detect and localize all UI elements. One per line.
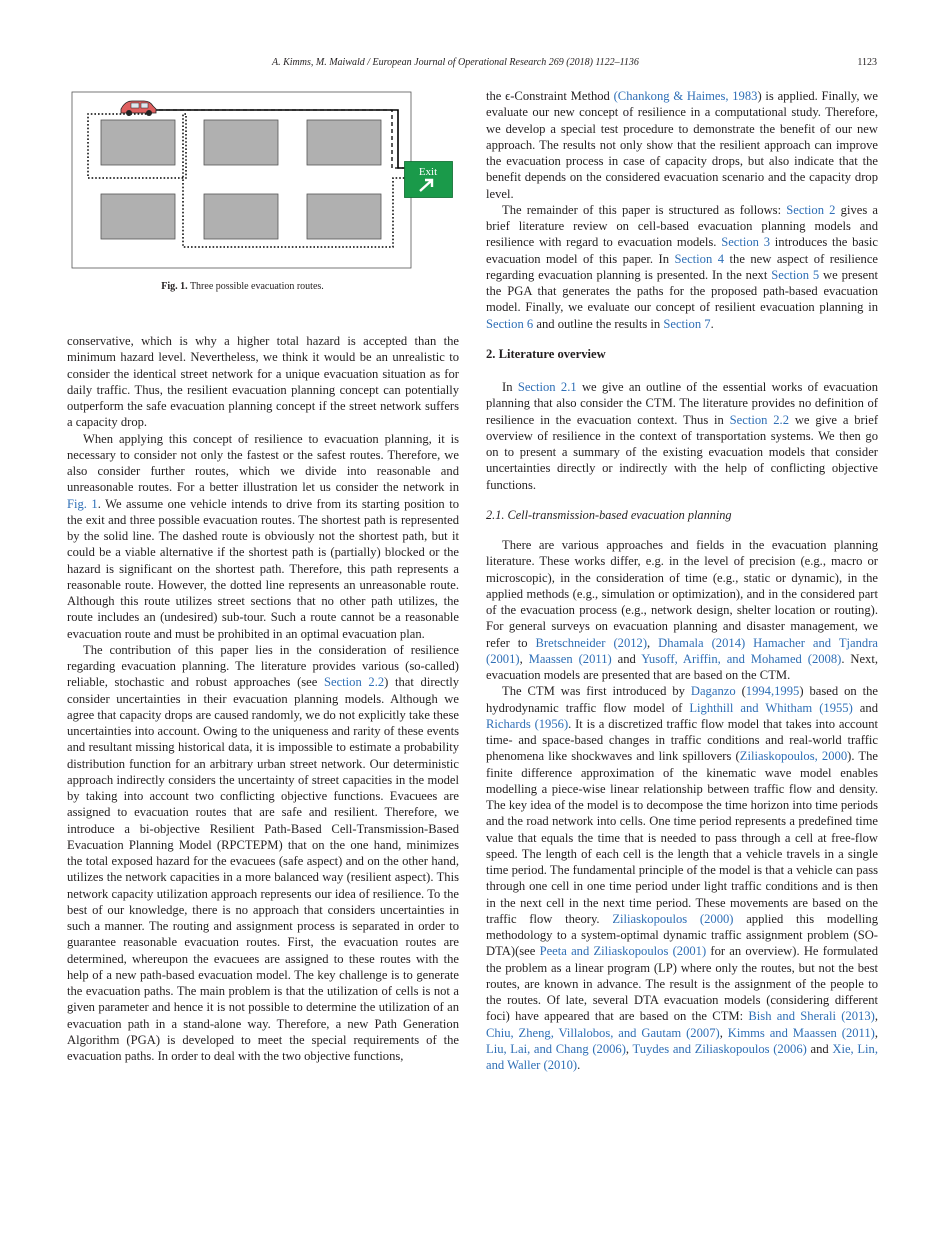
citation-link[interactable]: Section 2.1 bbox=[517, 380, 577, 394]
text-run: , bbox=[874, 1025, 879, 1040]
text-run: ( bbox=[735, 684, 746, 699]
street-block bbox=[307, 194, 381, 239]
citation-link[interactable]: (Chankong & Haimes, 1983 bbox=[613, 89, 758, 103]
citation-link[interactable]: Xie, Lin, and Waller (2010) bbox=[486, 1041, 879, 1072]
paragraph bbox=[486, 202, 878, 332]
citation-link[interactable]: Kimms and Maassen (2011) bbox=[727, 1025, 875, 1040]
citation-link[interactable]: Section 2.2 bbox=[729, 412, 790, 427]
text-run: gives a brief literature review on cell-based evacuation planning models and resilience with regard to evacuation models. bbox=[486, 202, 878, 250]
paragraph bbox=[67, 431, 459, 642]
text-run: the new aspect of resilience regarding evacuation planning is presented. In the next bbox=[486, 251, 878, 282]
citation-link[interactable]: Section 5 bbox=[771, 267, 820, 282]
street-block bbox=[204, 194, 278, 239]
text-run: . It is a discretized traffic flow model that takes into account time- and space-based changes in traffic conditions and real-world traffic phenomena like shockwaves and link spillovers ( bbox=[486, 716, 878, 764]
figure-1-evacuation-routes bbox=[70, 90, 415, 270]
citation-link[interactable]: Section 2.2 bbox=[324, 675, 385, 690]
figure-frame bbox=[72, 92, 411, 268]
citation-link[interactable]: Section 6 bbox=[486, 316, 534, 331]
text-run: the ϵ-Constraint Method bbox=[486, 89, 614, 103]
citation-link[interactable]: Richards (1956) bbox=[486, 716, 569, 731]
text-run: . We assume one vehicle intends to drive from its starting position to the exit and three possible evacuation routes. The shortest path is represented by the solid line. The dashed route is obviously not the shortest path, but it could be a viable alternative if the shortest path is (partially) blocked or the hazard is significant on the shortest path. Therefore, this path represents a reasonable route. However, the dotted line represents an unreasonable route. Although this route utilizes street sections that no other path utilizes, the route includes an (undesired) sub-tour. Such a route cannot be a reasonable evacuation route and must be prohibited in an optimal evacuation plan. bbox=[67, 496, 459, 641]
citation-link[interactable]: Peeta and Ziliaskopoulos (2001) bbox=[539, 944, 707, 959]
paragraph bbox=[67, 333, 459, 431]
street-block bbox=[204, 120, 278, 165]
paragraph bbox=[67, 642, 459, 1065]
citation-link[interactable]: Section 4 bbox=[674, 251, 725, 266]
citation-link[interactable]: Daganzo bbox=[690, 684, 736, 699]
text-run: and bbox=[852, 700, 878, 715]
section-heading: 2. Literature overview bbox=[486, 346, 606, 361]
text-run: ) is applied. Finally, we evaluate our new concept of resilience in a computational study. Therefore, we develop a special test procedure to demonstrate the benefit of our new approach. The results not only show that the resilient approach can improve the evacuation process in case of capacity drops, but also indicate that the benefit depends on the considered evacuation scenario and the capacity drop level. bbox=[486, 89, 878, 201]
text-run: introduces the basic evacuation model of this paper. In bbox=[486, 235, 878, 266]
citation-link[interactable]: Bretschneider (2012) bbox=[535, 635, 648, 650]
text-run: we give a brief overview of resilience in the context of transportation systems. We then go on to present a summary of the existing evacuation models that consider uncertainties directly or indirectly with the help of conflicting objective functions. bbox=[486, 412, 879, 492]
street-block bbox=[307, 120, 381, 165]
text-run: ) based on the hydrodynamic traffic flow model of bbox=[486, 684, 878, 715]
text-run: ). The finite difference approximation of the kinematic wave model enables modelling a piece-wise linear relationship between traffic flow and density. The key idea of the model is to decompose the time horizon into time periods and the road network into cells. One time period represents a predefined time value that equals the time that is needed to pass through a cell at free-flow speed. The length of each cell is the length that a vehicle travels in a single time period. The fundamental principle of the model is that a vehicle can pass through one cell in one time period under light traffic conditions and is then in the next cell in the next time period. These movements are based on the traffic flow theory. bbox=[486, 749, 878, 926]
text-run: When applying this concept of resilience to evacuation planning, it is necessary to consider not only the fastest or the safest routes. Therefore, we also consider further routes, which we divide into reasonable and unreasonable routes. For a better illustration let us consider the network in bbox=[67, 431, 459, 495]
text-run: ) that directly consider uncertainties in their evacuation planning models. Although we agree that capacity drops are caused randomly, we do not explicitly take these uncertainties into account. Owing to the uniqueness and rarity of these events and resultant missing historical data, it is impossible to estimate a probability distribution function for an arbitrary urban street network. Our deterministic approach indirectly considers the uncertainty of street capacities in the model by taking into account two conflicting objective functions. Evacuees are assigned to evacuation routes that are safe and resilient. Therefore, we introduce a bi-objective Resilient Path-Based Cell-Transmission-Based Evacuation Planning Model (RPCTEPM) that on the one hand, minimizes the total exposed hazard for the evacuees (safe aspect) and on the other hand, utilizes the network capacities in a more balanced way (resilient aspect). This network capacity utilization approach represents our idea of resilience. To the best of our knowledge, there is no approach that considers uncertainties in such a manner. The routing and assignment process is separated in order to guarantee reasonable evacuation routes. First, the evacuation routes are determined, whereupon the evacuees are assigned to these routes with the help of a new path-based evacuation model. The key challenge is to generate the evacuation paths. The main problem is that the utilization of cells is not a given parameter and hence it is not possible to determine the utilization of an evacuation path in a stand-alone way. Therefore, a new Path Generation Algorithm (PGA) is developed to meet the special requirements of the evacuation paths. In order to deal with the two objective functions, bbox=[67, 675, 459, 1063]
figure-caption-text: Three possible evacuation routes. bbox=[189, 281, 324, 292]
figure-caption bbox=[60, 281, 425, 292]
text-run: and bbox=[806, 1041, 833, 1056]
text-run: , bbox=[519, 651, 529, 666]
citation-link[interactable]: Section 3 bbox=[721, 235, 771, 250]
page-number: 1123 bbox=[857, 57, 877, 68]
text-run: . bbox=[577, 1058, 581, 1072]
exit-sign-overlay bbox=[404, 161, 454, 199]
citation-link[interactable]: Chiu, Zheng, Villalobos, and Gautam (2007) bbox=[486, 1025, 720, 1040]
text-run: we give an outline of the essential works of evacuation planning that also consider the CTM. The literature provides no definition of resilience in the evacuation context. Thus in bbox=[486, 380, 879, 427]
paragraph bbox=[486, 379, 878, 493]
citation-link[interactable]: Section 7 bbox=[663, 316, 711, 331]
street-block bbox=[101, 194, 175, 239]
text-run: and outline the results in bbox=[533, 316, 664, 331]
right-column bbox=[486, 88, 878, 1073]
street-block bbox=[101, 120, 175, 165]
citation-link[interactable]: 1994,1995 bbox=[745, 684, 800, 699]
citation-link[interactable]: Fig. 1 bbox=[67, 496, 98, 511]
paragraph bbox=[486, 683, 878, 1073]
text-run: , bbox=[719, 1025, 728, 1040]
text-run: There are various approaches and fields in the evacuation planning literature. These works differ, e.g. in the level of precision (e.g., macro or microscopic), in the consideration of time (e.g., static or dynamic), in the applied methods (e.g., simulation or optimization), and in the considered part of the evacuation process (e.g., network design, shelter location or routing). For general surveys on evacuation planning and disaster management, we refer to bbox=[486, 538, 878, 650]
left-column bbox=[67, 333, 459, 1064]
figure-caption-label: Fig. 1. bbox=[161, 281, 188, 292]
text-run: , bbox=[625, 1041, 633, 1056]
text-run: The remainder of this paper is structured as follows: bbox=[502, 202, 787, 217]
citation-link[interactable]: Section 2 bbox=[786, 202, 836, 217]
citation-link[interactable]: Bish and Sherali (2013) bbox=[748, 1009, 875, 1024]
citation-link[interactable]: Yusoff, Ariffin, and Mohamed (2008) bbox=[641, 651, 842, 666]
citation-link[interactable]: Liu, Lai, and Chang (2006) bbox=[486, 1041, 626, 1056]
citation-link[interactable]: Maassen (2011) bbox=[528, 651, 612, 666]
paragraph bbox=[486, 537, 878, 683]
text-run: applied this modelling methodology to a system-optimal dynamic traffic assignment problem (SO-DTA)(see bbox=[486, 911, 878, 959]
citation-link[interactable]: Dhamala (2014) Hamacher and Tjandra (2001) bbox=[486, 635, 878, 666]
citation-link[interactable]: Ziliaskopoulos (2000) bbox=[612, 911, 734, 926]
text-run: The contribution of this paper lies in the consideration of resilience regarding evacuation planning. The literature provides various (so-called) reliable, stochastic and robust approaches (see bbox=[67, 642, 459, 690]
subsection-heading: 2.1. Cell-transmission-based evacuation planning bbox=[486, 507, 732, 522]
text-run: for an overview). He formulated the problem as a linear program (LP) where only the routes, but not the best routes, are known in advance. The result is the assignment of the people to the routes. Of late, several DTA evacuation models (considering different foci) have appeared that are based on the CTM: bbox=[486, 944, 878, 1024]
text-run: In bbox=[502, 380, 518, 394]
text-run: and bbox=[611, 651, 642, 666]
citation-link[interactable]: Tuydes and Ziliaskopoulos (2006) bbox=[632, 1041, 807, 1056]
text-run: . Next, evacuation models are presented that are based on the CTM. bbox=[486, 651, 879, 682]
text-run: The CTM was first introduced by bbox=[502, 684, 691, 699]
text-run: , bbox=[647, 635, 659, 650]
text-run: we present the PGA that generates the paths for the proposed path-based evacuation model. Finally, we evaluate our concept of resilient evacuation planning in bbox=[486, 267, 878, 315]
citation-link[interactable]: Lighthill and Whitham (1955) bbox=[689, 700, 853, 715]
text-run: , bbox=[874, 1009, 878, 1024]
exit-label: Exit bbox=[418, 166, 438, 178]
text-run: conservative, which is why a higher total hazard is accepted than the minimum hazard level. Nevertheless, we think it would be an unrealistic to consider the identical street network for a unique evacuation situation as for daily traffic. Thus, the resilient evacuation planning concept can potentially outperform the safe evacuation planning concept if the street network suffers a capacity drop. bbox=[67, 334, 459, 430]
running-title: A. Kimms, M. Maiwald / European Journal of Operational Research 269 (2018) 1122–1136 bbox=[272, 57, 639, 68]
paragraph bbox=[486, 88, 878, 202]
citation-link[interactable]: Ziliaskopoulos, 2000 bbox=[739, 749, 848, 764]
text-run: . bbox=[710, 316, 714, 331]
